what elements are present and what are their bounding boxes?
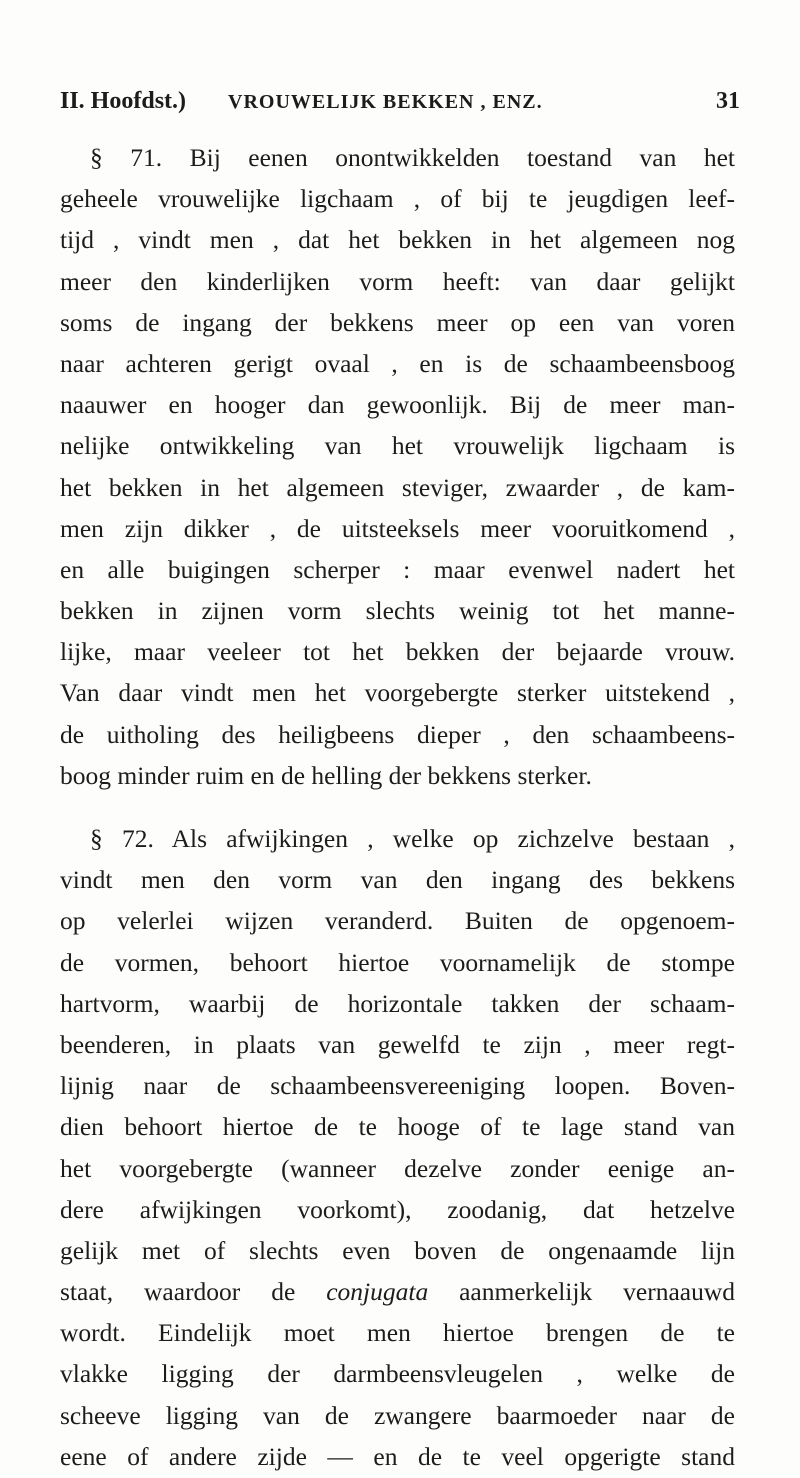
paragraph-gap [60,796,735,818]
section-title: VROUWELIJK BEKKEN , ENZ. [228,91,543,113]
text-line: bekken in zijnen vorm slechts weinig tot het manne- [60,596,735,626]
chapter-reference: II. Hoofdst.) [60,88,187,114]
line-segment: aanmerkelijk vernaauwd [428,1277,735,1307]
text-line: naauwer en hooger dan gewoonlijk. Bij de meer man- [60,390,735,420]
text-line: hartvorm, waarbij de horizontale takken der schaam- [60,988,735,1018]
text-line: nelijke ontwikkeling van het vrouwelijk ligchaam is [60,431,735,461]
text-line: op velerlei wijzen veranderd. Buiten de opgenoem- [60,906,735,936]
text-line: lijnig naar de schaambeensvereeniging loopen. Boven- [60,1071,735,1101]
text-line: vindt men den vorm van den ingang des bekkens [60,865,735,895]
text-line: dien behoort hiertoe de te hooge of te lage stand van [60,1112,735,1142]
running-head [60,88,740,124]
text-line: lijke, maar veeleer tot het bekken der bejaarde vrouw. [60,637,735,667]
text-line: gelijk met of slechts even boven de ongenaamde lijn [60,1235,735,1265]
italic-term: conjugata [326,1277,429,1307]
text-line: men zijn dikker , de uitsteeksels meer vooruitkomend , [60,513,735,543]
text-line: eene of andere zijde — en de te veel opgerigte stand [60,1441,735,1471]
text-line: wordt. Eindelijk moet men hiertoe brengen de te [60,1318,735,1348]
text-line: tijd , vindt men , dat het bekken in het algemeen nog [60,225,735,255]
text-line: § 71. Bij eenen onontwikkelden toestand van het [90,143,735,172]
text-line: de uitholing des heiligbeens dieper , den schaambeens- [60,719,735,749]
text-line: beenderen, in plaats van gewelfd te zijn , meer regt- [60,1029,735,1059]
text-line: geheele vrouwelijke ligchaam , of bij te jeugdigen leef- [60,184,735,214]
text-line: dere afwijkingen voorkomt), zoodanig, dat hetzelve [60,1194,735,1224]
text-line: de vormen, behoort hiertoe voornamelijk de stompe [60,947,735,977]
text-line: vlakke ligging der darmbeensvleugelen , welke de [60,1359,735,1389]
text-line: Van daar vindt men het voorgebergte sterker uitstekend , [60,678,735,708]
text-line: naar achteren gerigt ovaal , en is de schaambeensboog [60,348,735,378]
text-line: scheeve ligging van de zwangere baarmoeder naar de [60,1400,735,1430]
text-line: het bekken in het algemeen steviger, zwaarder , de kam- [60,472,735,502]
text-line: het voorgebergte (wanneer dezelve zonder eenige an- [60,1153,735,1183]
text-line: § 72. Als afwijkingen , welke op zichzelve bestaan , [90,824,735,853]
line-segment: staat, waardoor de [60,1277,327,1307]
text-line: boog minder ruim en de helling der bekkens sterker. [60,760,592,790]
text-line: soms de ingang der bekkens meer op een van voren [60,307,735,337]
body-text [60,137,735,1477]
page-number: 31 [716,88,740,114]
text-line [60,1271,735,1312]
text-line: meer den kinderlijken vorm heeft: van daar gelijkt [60,266,735,296]
text-line: en alle buigingen scherper : maar evenwel nadert het [60,554,735,584]
